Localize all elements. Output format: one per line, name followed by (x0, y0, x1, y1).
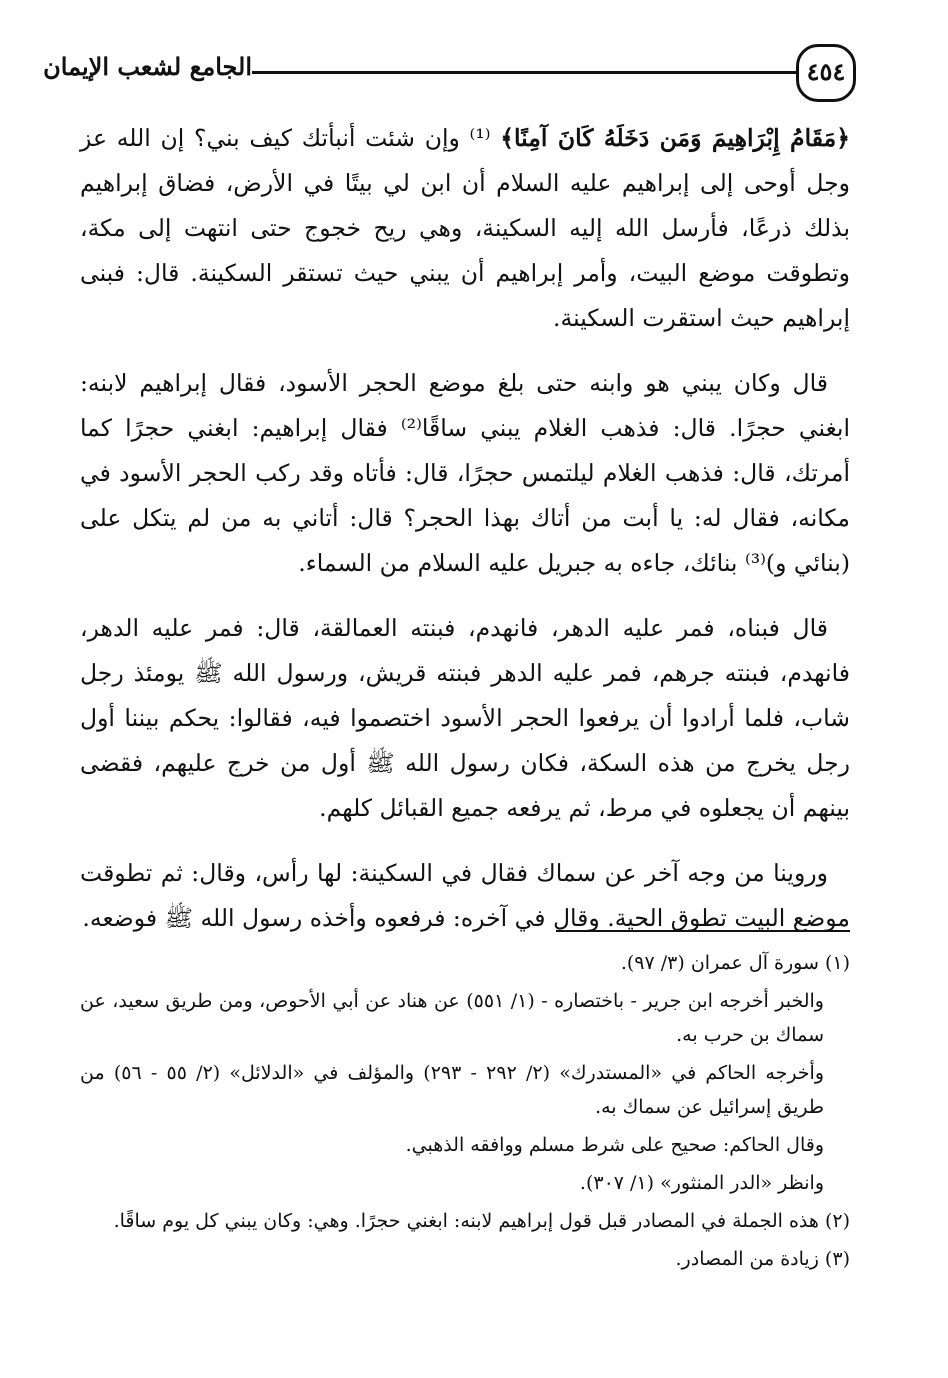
quran-verse: ﴿مَقَامُ إِبْرَاهِيمَ وَمَن دَخَلَهُ كَانَ آمِنًا﴾ (500, 124, 850, 152)
footnote-1-detail: وأخرجه الحاكم في «المستدرك» (٢/ ٢٩٢ - ٢٩٣) والمؤلف في «الدلائل» (٢/ ٥٥ - ٥٦) من طريق إسرائيل عن سماك به. (80, 1062, 825, 1118)
footnote-1-detail: والخبر أخرجه ابن جرير - باختصاره - (١/ ٥٥١) عن هناد عن أبي الأحوص، ومن طريق سعيد، عن سماك بن حرب به. (80, 990, 824, 1046)
footnote-3: (٣) زيادة من المصادر. (675, 1248, 850, 1270)
footnote-2: (٢) هذه الجملة في المصادر قبل قول إبراهيم لابنه: ابغني حجرًا. وهي: وكان يبني كل يوم ساقًا. (113, 1210, 850, 1232)
paragraph-text: قال فبناه، فمر عليه الدهر، فانهدم، فبنته العمالقة، قال: فمر عليه الدهر، فانهدم، فبنته جرهم، فمر عليه الدهر فبنته قريش، ورسول الله ﷺ يومئذ رجل شاب، فلما أرادوا أن يرفعوا الحجر الأسود اختصموا فيه، فقالوا: يحكم بيننا أول رجل يخرج من هذه السكة، فكان رسول الله ﷺ أول من خرج عليهم، فقضى بينهم أن يجعلوه في مرط، ثم يرفعه جميع القبائل كلهم. (80, 614, 850, 822)
paragraph-text: وروينا من وجه آخر عن سماك فقال في السكينة: لها رأس، وقال: ثم تطوقت موضع البيت تطوق الحية. وقال في آخره: فرفعوه وأخذه رسول الله ﷺ فوضعه. (80, 859, 850, 932)
paragraph-3 (80, 606, 850, 831)
paragraph-text: ⁽¹⁾ وإن شئت أنبأتك كيف بني؟ إن الله عز وجل أوحى إلى إبراهيم عليه السلام أن ابن لي بيتًا في الأرض، فضاق إبراهيم بذلك ذرعًا، فأرسل الله إليه السكينة، وهي ريح خجوج حتى انتهت إلى مكة، وتطوقت موضع البيت، وأمر إبراهيم أن يبني حيث تستقر السكينة. قال: فبنى إبراهيم حيث استقرت السكينة. (80, 124, 850, 332)
main-text (80, 116, 850, 961)
footnotes (80, 946, 850, 1280)
footnote-1-detail: وقال الحاكم: صحيح على شرط مسلم ووافقه الذهبي. (405, 1134, 824, 1156)
header-rule (252, 71, 798, 74)
page-header (43, 44, 856, 104)
footnote-1: (١) سورة آل عمران (٣/ ٩٧). (620, 952, 850, 974)
footnote-1-detail: وانظر «الدر المنثور» (١/ ٣٠٧). (579, 1172, 824, 1194)
page-number: ٤٥٤ (796, 44, 856, 102)
paragraph-text: قال وكان يبني هو وابنه حتى بلغ موضع الحجر الأسود، فقال إبراهيم لابنه: ابغني حجرًا. قال: فذهب الغلام يبني ساقًا⁽²⁾ فقال إبراهيم: ابغني حجرًا كما أمرتك، قال: فذهب الغلام ليلتمس حجرًا، قال: فأتاه وقد ركب الحجر الأسود في مكانه، فقال له: يا أبت من أتاك بهذا الحجر؟ قال: أتاني به من لم يتكل على (بنائي و)⁽³⁾ بنائك، جاءه به جبريل عليه السلام من السماء. (80, 369, 850, 577)
paragraph-1 (80, 116, 850, 341)
running-title: الجامع لشعب الإيمان (43, 52, 252, 81)
footnote-separator (556, 930, 850, 932)
paragraph-2 (80, 361, 850, 586)
paragraph-4 (80, 851, 850, 941)
